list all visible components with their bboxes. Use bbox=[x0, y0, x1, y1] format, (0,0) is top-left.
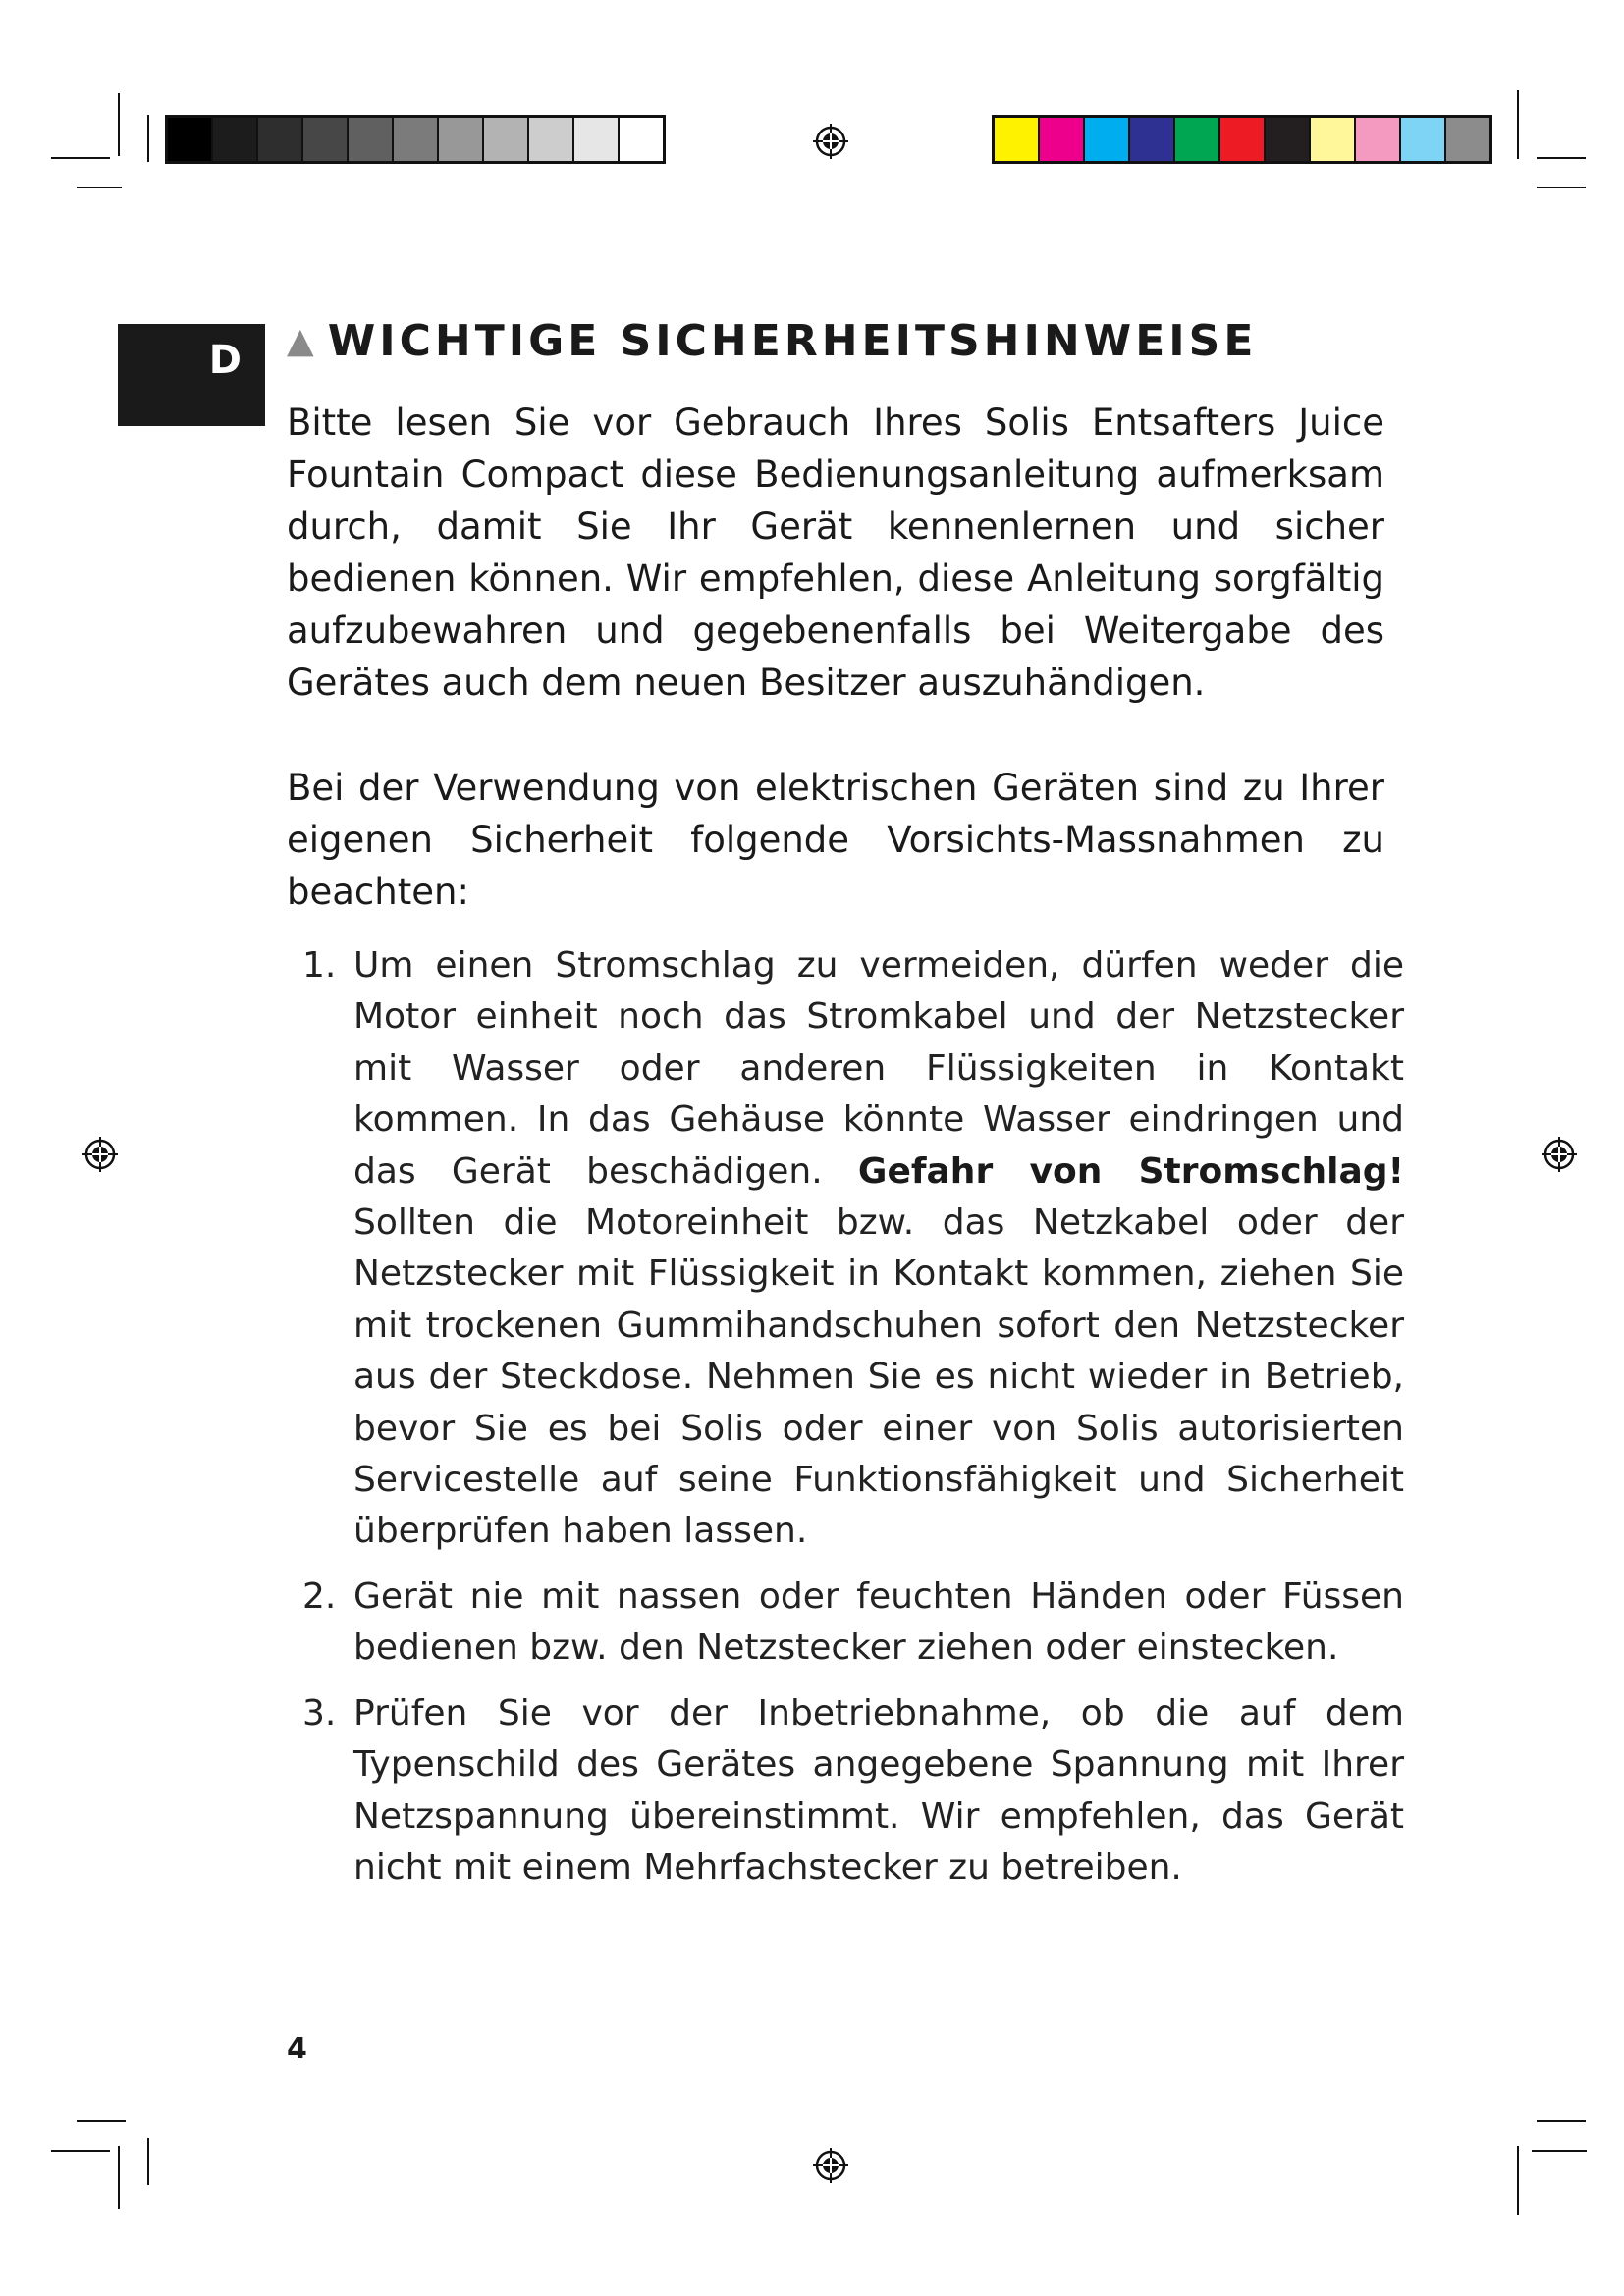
calibration-swatch bbox=[439, 118, 484, 161]
registration-mark-icon bbox=[81, 1135, 120, 1174]
section-heading bbox=[287, 316, 1386, 366]
warning-emphasis: Gefahr von Stromschlag! bbox=[857, 1150, 1404, 1192]
calibration-swatch bbox=[1130, 118, 1175, 161]
calibration-swatch bbox=[394, 118, 439, 161]
list-item-text: Gerät nie mit nassen oder feuchten Händen oder Füssen bedienen bzw. den Netzstecker ziehen oder einstecken. bbox=[353, 1575, 1404, 1669]
intro-paragraph-2: Bei der Verwendung von elektrischen Geräten sind zu Ihrer eigenen Sicherheit folgende Vorsichts-Massnahmen zu beachten: bbox=[287, 767, 1384, 913]
calibration-swatch bbox=[1266, 118, 1311, 161]
list-item-number: 2. bbox=[302, 1575, 337, 1617]
calibration-swatch bbox=[349, 118, 394, 161]
safety-list bbox=[295, 940, 1404, 1907]
calibration-swatch bbox=[574, 118, 620, 161]
calibration-swatch bbox=[1446, 118, 1489, 161]
registration-mark-icon bbox=[811, 2146, 850, 2185]
calibration-swatch bbox=[1401, 118, 1446, 161]
calibration-swatch bbox=[168, 118, 213, 161]
page-number: 4 bbox=[287, 2032, 307, 2066]
registration-mark-icon bbox=[811, 122, 850, 161]
list-item bbox=[295, 1572, 1404, 1675]
calibration-swatch bbox=[620, 118, 663, 161]
calibration-swatch bbox=[1085, 118, 1130, 161]
calibration-swatch bbox=[303, 118, 349, 161]
calibration-swatch bbox=[213, 118, 258, 161]
page-title: WICHTIGE SICHERHEITSHINWEISE bbox=[327, 316, 1258, 366]
language-tab bbox=[118, 324, 265, 426]
calibration-swatch bbox=[484, 118, 529, 161]
intro-paragraph: Bitte lesen Sie vor Gebrauch Ihres Solis Entsafters Juice Fountain Compact diese Bedienungsanleitung aufmerksam durch, damit Sie Ihr Gerät kennenlernen und sicher bedienen können. Wir empfehlen, diese Anleitung sorgfältig aufzubewahren und gegebenenfalls bei Weitergabe des Gerätes auch dem neuen Besitzer auszuhändigen. bbox=[287, 401, 1384, 704]
list-item-number: 1. bbox=[302, 945, 337, 986]
calibration-swatch bbox=[1311, 118, 1356, 161]
list-item-text: Sollten die Motoreinheit bzw. das Netzkabel oder der Netzstecker mit Flüssigkeit in Kontakt kommen, ziehen Sie mit trockenen Gummihandschuhen sofort den Netzstecker aus der Steckdose. Nehmen Sie es nicht wieder in Betrieb, bevor Sie es bei Solis oder einer von Solis autorisierten Servicestelle auf seine Funktionsfähigkeit und Sicherheit überprüfen haben lassen. bbox=[353, 1202, 1404, 1552]
language-tab-label: D bbox=[208, 338, 242, 383]
calibration-swatch bbox=[258, 118, 303, 161]
calibration-swatch bbox=[529, 118, 574, 161]
calibration-swatch bbox=[1175, 118, 1220, 161]
calibration-swatch bbox=[995, 118, 1040, 161]
list-item-number: 3. bbox=[302, 1692, 337, 1734]
list-item bbox=[295, 1688, 1404, 1895]
list-item-text: Um einen Stromschlag zu vermeiden, dürfen weder die Motor einheit noch das Stromkabel und der Netzstecker mit Wasser oder anderen Flüssigkeiten in Kontakt kommen. In das Gehäuse könnte Wasser eindringen und das Gerät beschädigen. bbox=[353, 945, 1404, 1192]
calibration-swatch bbox=[1356, 118, 1401, 161]
list-item bbox=[295, 940, 1404, 1558]
warning-triangle-icon: ▲ bbox=[287, 320, 314, 361]
grayscale-calibration-bar bbox=[165, 115, 666, 164]
registration-mark-icon bbox=[1540, 1135, 1579, 1174]
color-calibration-bar bbox=[992, 115, 1492, 164]
calibration-swatch bbox=[1040, 118, 1085, 161]
list-item-text: Prüfen Sie vor der Inbetriebnahme, ob die auf dem Typenschild des Gerätes angegebene Spannung mit Ihrer Netzspannung übereinstimmt. Wir empfehlen, das Gerät nicht mit einem Mehrfachstecker zu betreiben. bbox=[353, 1692, 1404, 1888]
calibration-swatch bbox=[1220, 118, 1266, 161]
